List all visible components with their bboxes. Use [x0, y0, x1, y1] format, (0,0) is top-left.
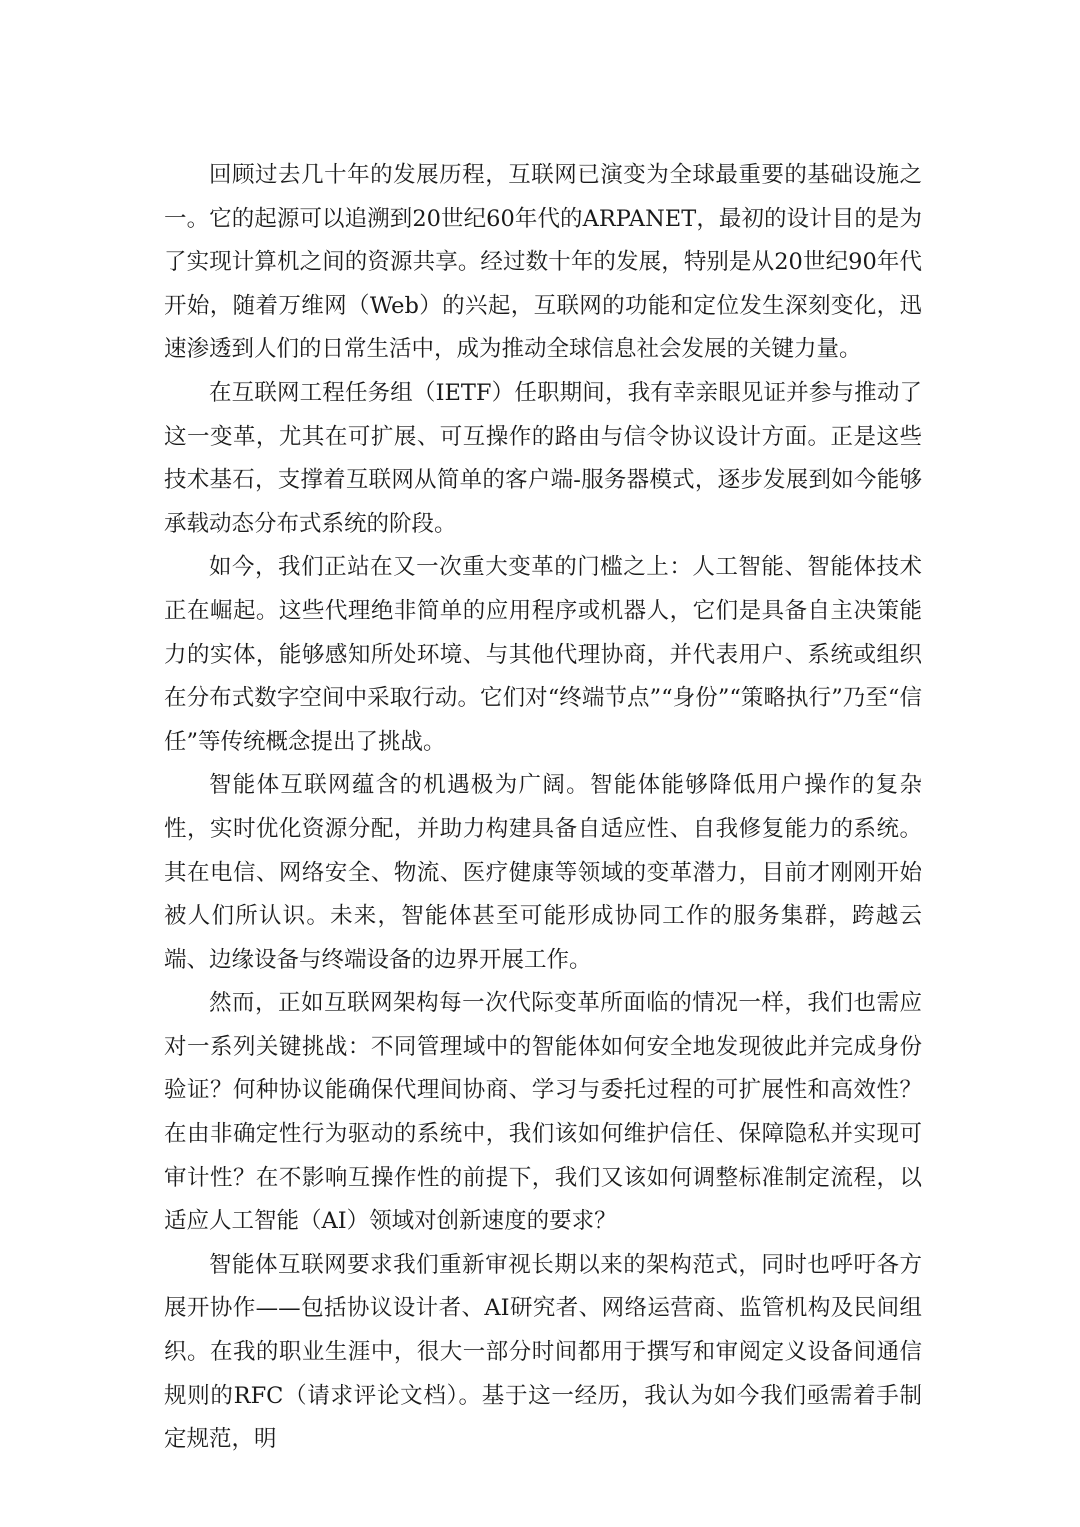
paragraph-ietf-experience: 在互联网工程任务组（IETF）任职期间，我有幸亲眼见证并参与推动了这一变革，尤其在可扩展、可互操作的路由与信令协议设计方面。正是这些技术基石，支撑着互联网从简单的客户端-服务器模式，逐步发展到如今能够承载动态分布式系统的阶段。: [164, 379, 922, 537]
paragraph-agent-rise: 如今，我们正站在又一次重大变革的门槛之上：人工智能、智能体技术正在崛起。这些代理绝非简单的应用程序或机器人，它们是具备自主决策能力的实体，能够感知所处环境、与其他代理协商，并代表用户、系统或组织在分布式数字空间中采取行动。它们对“终端节点”“身份”“策略执行”乃至“信任”等传统概念提出了挑战。: [164, 554, 922, 755]
paragraph-challenges: 然而，正如互联网架构每一次代际变革所面临的情况一样，我们也需应对一系列关键挑战：不同管理域中的智能体如何安全地发现彼此并完成身份验证？何种协议能确保代理间协商、学习与委托过程的可扩展性和高效性？在由非确定性行为驱动的系统中，我们该如何维护信任、保障隐私并实现可审计性？在不影响互操作性的前提下，我们又该如何调整标准制定流程，以适应人工智能（AI）领域对创新速度的要求？: [164, 990, 922, 1235]
paragraph-call-to-action: 智能体互联网要求我们重新审视长期以来的架构范式，同时也呼吁各方展开协作——包括协议设计者、AI研究者、网络运营商、监管机构及民间组织。在我的职业生涯中，很大一部分时间都用于撰写和审阅定义设备间通信规则的RFC（请求评论文档）。基于这一经历，我认为如今我们亟需着手制定规范，明: [164, 1251, 922, 1453]
paragraph-internet-history: 回顾过去几十年的发展历程，互联网已演变为全球最重要的基础设施之一。它的起源可以追溯到20世纪60年代的ARPANET，最初的设计目的是为了实现计算机之间的资源共享。经过数十年的发展，特别是从20世纪90年代开始，随着万维网（Web）的兴起，互联网的功能和定位发生深刻变化，迅速渗透到人们的日常生活中，成为推动全球信息社会发展的关键力量。: [164, 162, 922, 363]
paragraph-agent-opportunities: 智能体互联网蕴含的机遇极为广阔。智能体能够降低用户操作的复杂性，实时优化资源分配，并助力构建具备自适应性、自我修复能力的系统。其在电信、网络安全、物流、医疗健康等领域的变革潜力，目前才刚刚开始被人们所认识。未来，智能体甚至可能形成协同工作的服务集群，跨越云端、边缘设备与终端设备的边界开展工作。: [164, 772, 922, 973]
document-page: [164, 154, 922, 1462]
